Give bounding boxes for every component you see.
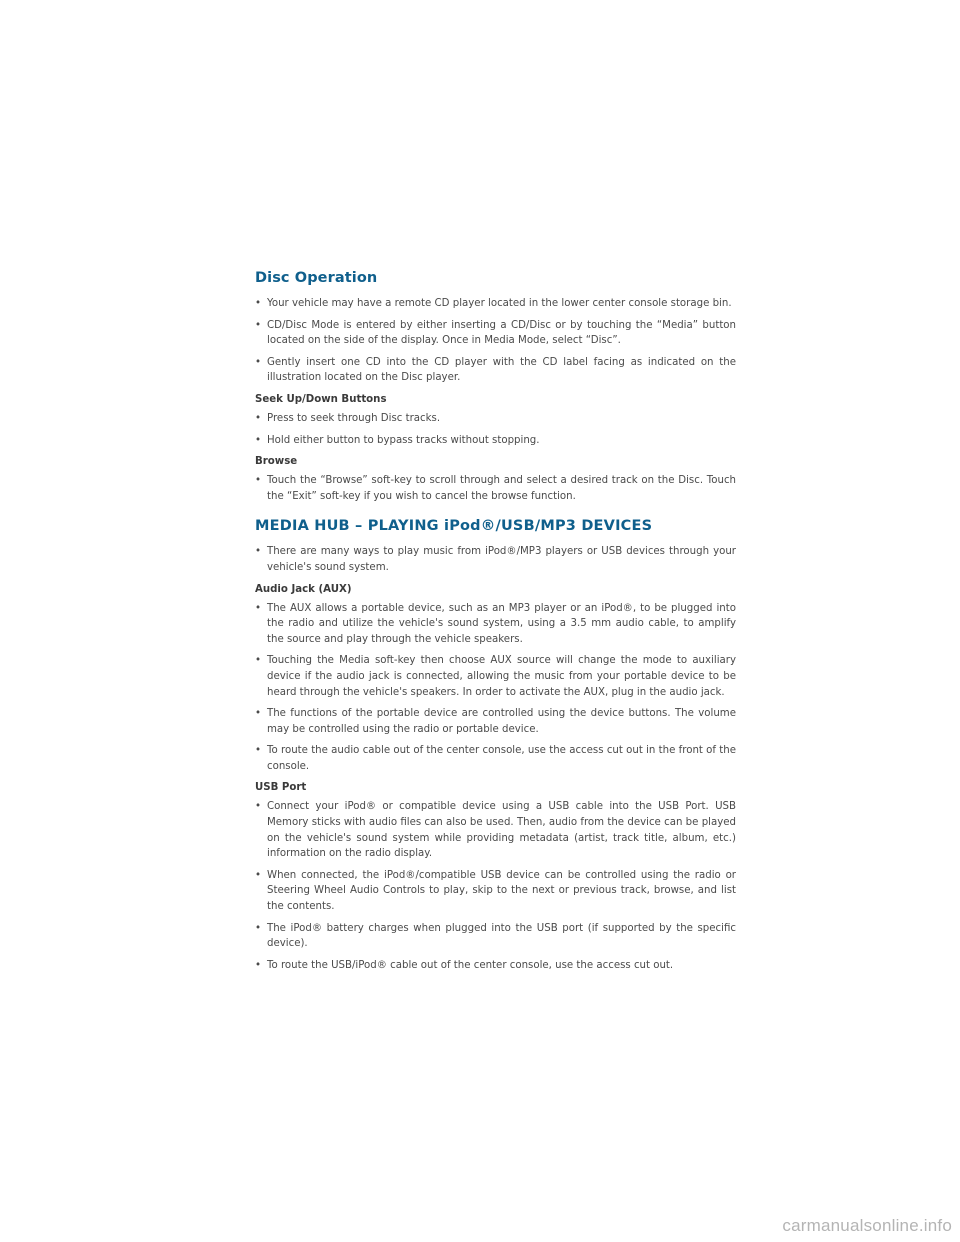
usb-port-list [255,799,736,973]
list-item: • To route the USB/iPod® cable out of the center console, use the access cut out. [255,958,736,974]
list-item: • The AUX allows a portable device, such as an MP3 player or an iPod®, to be plugged into the radio and utilize the vehicle's sound system, using a 3.5 mm audio cable, to amplify the source and play through the vehicle speakers. [255,601,736,648]
list-item: • Press to seek through Disc tracks. [255,411,736,427]
browse-list [255,473,736,504]
list-item: • The iPod® battery charges when plugged into the USB port (if supported by the specific device). [255,921,736,952]
list-item: • Touching the Media soft-key then choose AUX source will change the mode to auxiliary device if the audio jack is connected, allowing the music from your portable device to be heard through the vehicle's speakers. In order to activate the AUX, plug in the audio jack. [255,653,736,700]
seek-buttons-heading: Seek Up/Down Buttons [255,393,387,405]
seek-buttons-list [255,411,736,448]
audio-jack-heading: Audio Jack (AUX) [255,583,352,595]
list-item: • Hold either button to bypass tracks without stopping. [255,433,736,449]
list-item: • To route the audio cable out of the center console, use the access cut out in the front of the console. [255,743,736,774]
site-watermark: carmanualsonline.info [782,1216,952,1235]
list-item: • There are many ways to play music from iPod®/MP3 players or USB devices through your vehicle's sound system. [255,544,736,575]
list-item: • When connected, the iPod®/compatible USB device can be controlled using the radio or Steering Wheel Audio Controls to play, skip to the next or previous track, browse, and list the contents. [255,868,736,915]
list-item: • Gently insert one CD into the CD player with the CD label facing as indicated on the illustration located on the Disc player. [255,355,736,386]
media-hub-list [255,544,736,575]
disc-operation-title: Disc Operation [255,270,378,286]
manual-page [255,270,736,979]
list-item: • Connect your iPod® or compatible device using a USB cable into the USB Port. USB Memory sticks with audio files can also be used. Then, audio from the device can be played on the vehicle's sound system while providing metadata (artist, track title, album, etc.) information on the radio display. [255,799,736,861]
list-item: • The functions of the portable device are controlled using the device buttons. The volume may be controlled using the radio or portable device. [255,706,736,737]
usb-port-heading: USB Port [255,782,307,794]
disc-operation-list [255,296,736,386]
list-item: • Touch the “Browse” soft-key to scroll through and select a desired track on the Disc. Touch the “Exit” soft-key if you wish to cancel the browse function. [255,473,736,504]
audio-jack-list [255,601,736,775]
list-item: • CD/Disc Mode is entered by either inserting a CD/Disc or by touching the “Media” button located on the side of the display. Once in Media Mode, select “Disc”. [255,318,736,349]
media-hub-title: MEDIA HUB – PLAYING iPod®/USB/MP3 DEVICES [255,518,653,535]
list-item: • Your vehicle may have a remote CD player located in the lower center console storage bin. [255,296,736,312]
browse-heading: Browse [255,456,298,468]
